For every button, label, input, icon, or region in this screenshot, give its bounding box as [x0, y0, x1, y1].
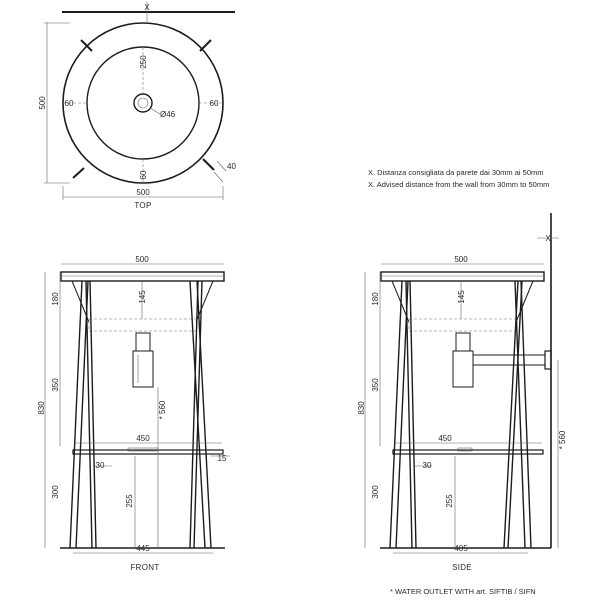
top-dim-500-horizontal: 500	[136, 188, 150, 197]
front-dim-300: 300	[51, 485, 60, 499]
side-dim-830: 830	[357, 401, 366, 415]
top-dim-40: 40	[227, 162, 236, 171]
top-dim-60-bottom: 60	[139, 170, 148, 180]
side-dim-500: 500	[454, 255, 468, 264]
front-dim-560: * 560	[158, 400, 167, 420]
side-view-label: SIDE	[452, 563, 472, 572]
front-dim-445: 445	[136, 544, 150, 553]
top-view	[38, 2, 236, 210]
side-dim-405: 405	[454, 544, 468, 553]
top-drain	[134, 94, 152, 112]
side-shelf	[393, 450, 543, 454]
notes	[368, 168, 549, 596]
note-english: X. Advised distance from the wall from 30mm to 50mm	[368, 180, 550, 189]
side-top-slab	[381, 272, 544, 281]
front-dim-15: 15	[217, 454, 227, 463]
front-view	[37, 255, 230, 572]
side-dim-180: 180	[371, 292, 380, 306]
top-x-marker: X	[144, 3, 150, 12]
front-dim-30: 30	[95, 461, 105, 470]
front-dim-255: 255	[125, 494, 134, 508]
side-dim-350: 350	[371, 378, 380, 392]
top-dim-60-left: 60	[64, 99, 74, 108]
top-dim-250: 250	[139, 55, 148, 69]
top-dim-d46: Ø46	[160, 110, 176, 119]
side-x-marker: X	[545, 234, 551, 243]
front-shelf	[73, 450, 223, 454]
side-dim-450: 450	[438, 434, 452, 443]
front-top-slab	[61, 272, 224, 281]
side-dim-30: 30	[422, 461, 432, 470]
side-dim-560: * 560	[558, 430, 567, 450]
top-view-label: TOP	[134, 201, 152, 210]
front-dim-450: 450	[136, 434, 150, 443]
note-italian: X. Distanza consigliata da parete dai 30mm ai 50mm	[368, 168, 544, 177]
front-dim-145: 145	[138, 290, 147, 304]
top-dim-60-right: 60	[209, 99, 219, 108]
side-dim-255: 255	[445, 494, 454, 508]
front-dim-500: 500	[135, 255, 149, 264]
front-dim-180: 180	[51, 292, 60, 306]
front-dim-830: 830	[37, 401, 46, 415]
note-water-outlet: * WATER OUTLET WITH art. SIFTIB / SIFN	[390, 587, 536, 596]
side-dim-145: 145	[457, 290, 466, 304]
front-view-label: FRONT	[130, 563, 160, 572]
front-dim-350: 350	[51, 378, 60, 392]
side-dim-300: 300	[371, 485, 380, 499]
top-dim-500-vertical: 500	[38, 96, 47, 110]
side-view	[357, 213, 567, 572]
